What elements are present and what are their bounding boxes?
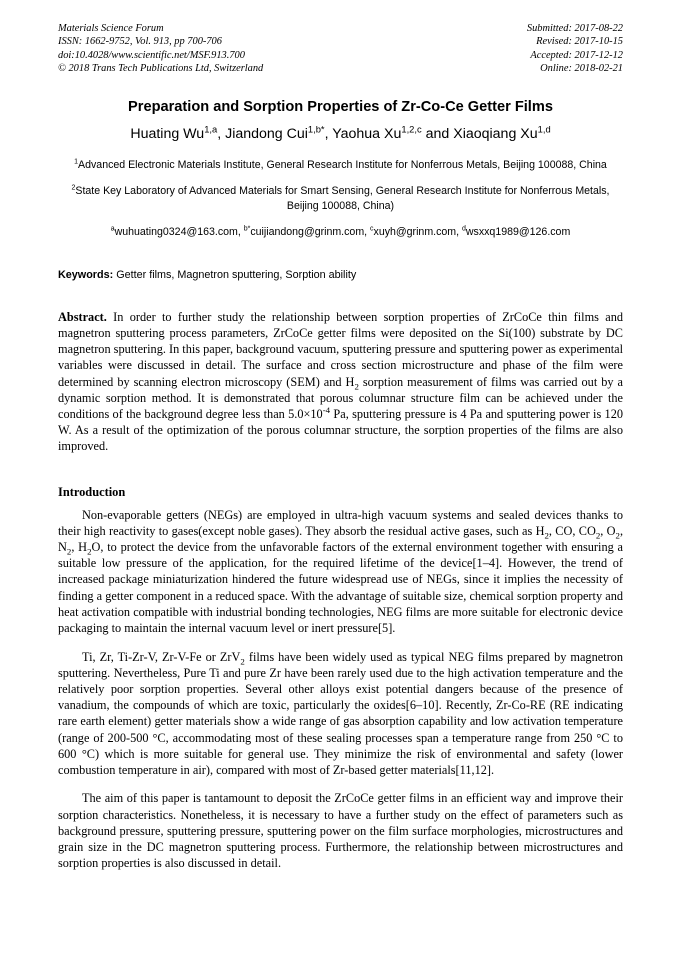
journal-copyright: © 2018 Trans Tech Publications Ltd, Switzerland <box>58 63 264 75</box>
journal-issn-volume: ISSN: 1662-9752, Vol. 913, pp 700-706 <box>58 36 222 48</box>
author-list: Huating Wu$^{1,a}$, Jiandong Cui$^{1,b*}$, Yaohua Xu$^{1,2,c}$ and Xiaoqiang Xu$^{1,d}$ <box>130 124 551 143</box>
page-title: Preparation and Sorption Properties of Zr-Co-Ce Getter Films <box>128 98 553 115</box>
date-submitted: Submitted: 2017-08-22 <box>526 23 623 34</box>
affiliation-2: $^2$State Key Laboratory of Advanced Materials for Smart Sensing, General Research Institute for Nonferrous Metals, Beijing 100088, China) <box>71 184 610 212</box>
journal-name: Materials Science Forum <box>58 23 164 34</box>
abstract-text: In order to further study the relationship between sorption properties of ZrCoCe thin films and magnetron sputtering process parameters, ZrCoCe getter films were deposited on the Si(100) substrate by DC magnetron sputtering. In this paper, background vacuum, sputtering pressure and sputtering power as experimental variables were discussed in detail. The surface and cross section microstructure and phase of the film were determined by scanning electron microscopy (SEM) and $H_2$ sorption measurement of films was carried out by a dynamic sorption method. It is demonstrated that porous columnar structure film can be achieved under the conditions of the background degree less than $5.0\times 10^{-4}$ Pa, sputtering pressure is 4 Pa and sputtering power is 120 W. As a result of the optimization of the porous columnar structure, the sorption properties of the films are also improved. <box>58 309 624 454</box>
journal-info <box>58 22 263 76</box>
introduction-paragraph-1: Non-evaporable getters (NEGs) are employed in ultra-high vacuum systems and sealed devices thanks to their high reactivity to gases(except noble gases). They absorb the residual active gases, such as $H_2$, CO, $CO_2$, $O_2$, $N_2$, $H_2O$, to protect the device from the unfavorable factors of the external environment together with ensuring a suitable low pressure of the application, for the required lifetime of the device[1–4]. However, the trend of increased package miniaturization hindered the future widespread use of NEGs, since it implies the necessity of finding a getter component in a reduced space. With the advantage of suitable size, chemical sorption property and heat activation compatible with industrial bonding technologies, NEG films are more suitable for electronic device packaging to maintain the internal vacuum level or inert pressure[5]. <box>58 507 624 636</box>
journal-doi: doi:10.4028/www.scientific.net/MSF.913.700 <box>58 49 245 61</box>
section-heading-introduction: Introduction <box>58 484 126 499</box>
keywords-line <box>58 268 623 282</box>
affiliation-1: $^1$Advanced Electronic Materials Institute, General Research Institute for Nonferrous Metals, Beijing 100088, China <box>74 158 607 172</box>
submission-dates <box>527 22 623 76</box>
date-revised: Revised: 2017-10-15 <box>536 36 623 48</box>
date-accepted: Accepted: 2017-12-12 <box>530 49 623 61</box>
running-header <box>58 22 623 76</box>
introduction-paragraph-2: Ti, Zr, Ti-Zr-V, Zr-V-Fe or ZrV$_2$ films have been widely used as typical NEG films prepared by magnetron sputtering. Nevertheless, Pure Ti and pure Zr have been rarely used due to the high activation temperature and the relatively poor sorption properties. Several other alloys exist potential dangers because of the presence of vanadium, the compounds of which are toxic, particularly the oxides[6–10]. Recently, Zr-Co-RE (RE indicating rare earth element) getter materials show a wide range of gas absorption capability and low activation temperature (range of 200-500 °C, accommodating most of these sealing processes span a temperature range from 250 °C to 600 °C) which is more suitable for general use. They minimize the risk of environmental and safety (lower combustion temperature in air), compared with most of Zr-based getter materials[11,12]. <box>58 649 623 777</box>
abstract-block <box>58 309 623 455</box>
keywords-text: Getter films, Magnetron sputtering, Sorption ability <box>116 268 357 281</box>
author-emails: $^a$wuhuating0324@163.com, $^{b*}$cuijiandong@grinm.com, $^c$xuyh@grinm.com, $^d$wsxxq1989@126.com <box>110 225 571 239</box>
introduction-paragraph-3: The aim of this paper is tantamount to deposit the ZrCoCe getter films in an efficient way and improve their sorption characteristics. Nonetheless, it is necessary to have a further study on the effect of parameters such as background pressure, sputtering pressure, sputtering power on the film surface morphologies, microstructures and grain size in the DC magnetron sputtering process. Furthermore, the relationship between microstructures and sorption properties is also discussed in detail. <box>58 791 623 871</box>
keywords-label: Keywords: <box>58 268 114 281</box>
date-online: Online: 2018-02-21 <box>540 63 623 75</box>
abstract-label: Abstract. <box>58 309 107 324</box>
